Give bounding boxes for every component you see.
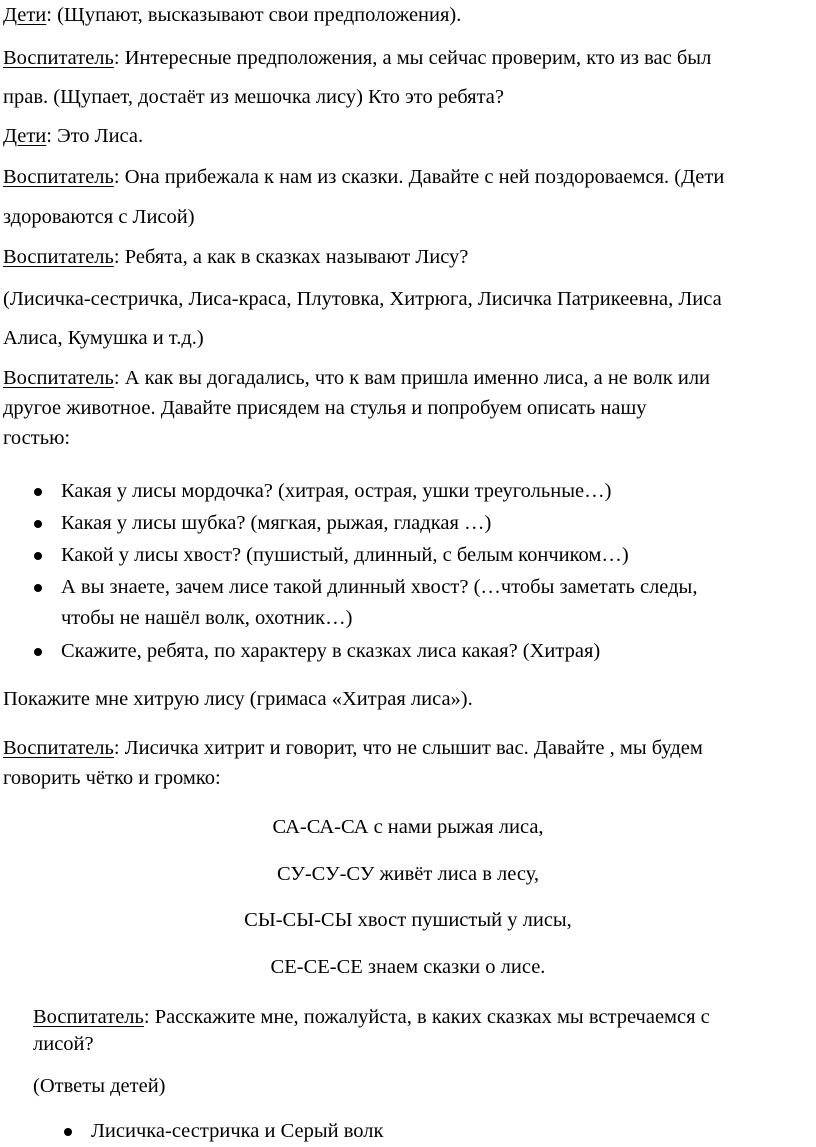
list-item: Какая у лисы мордочка? (хитрая, острая, ушки треугольные…) <box>61 480 612 502</box>
dialogue-line <box>33 1005 710 1029</box>
dialogue-line <box>3 46 711 70</box>
line-text: : Это Лиса. <box>46 125 144 147</box>
line-text: : Расскажите мне, пожалуйста, в каких сказках мы встречаемся с <box>143 1006 710 1028</box>
line-text: : А как вы догадались, что к вам пришла именно лиса, а не волк или <box>113 367 711 389</box>
dialogue-line <box>3 366 710 390</box>
list-item: Какая у лисы шубка? (мягкая, рыжая, гладкая …) <box>61 512 492 534</box>
text-line: (Лисичка-сестричка, Лиса-краса, Плутовка, Хитрюга, Лисичка Патрикеевна, Лиса <box>3 288 722 310</box>
speaker-label: Воспитатель <box>33 1006 144 1028</box>
chant-line: СУ-СУ-СУ живёт лиса в лесу, <box>276 863 540 885</box>
list-item: Скажите, ребята, по характеру в сказках лиса какая? (Хитрая) <box>61 640 601 662</box>
list-item: Какой у лисы хвост? (пушистый, длинный, с белым кончиком…) <box>61 544 629 566</box>
list-item-continuation: чтобы не нашёл волк, охотник…) <box>61 607 353 629</box>
dialogue-line <box>3 124 143 148</box>
speaker-label: Дети <box>3 4 47 26</box>
speaker-label: Дети <box>3 125 47 147</box>
bullet-icon <box>34 488 42 496</box>
text-line: Покажите мне хитрую лису (гримаса «Хитрая лиса»). <box>3 688 473 710</box>
speaker-label: Воспитатель <box>3 737 114 759</box>
bullet-icon <box>34 584 42 592</box>
dialogue-line <box>3 165 724 189</box>
line-text: : Лисичка хитрит и говорит, что не слышит вас. Давайте , мы будем <box>113 737 703 759</box>
text-line: здороваются с Лисой) <box>3 206 195 228</box>
text-line: гостью: <box>3 427 71 449</box>
speaker-label: Воспитатель <box>3 246 114 268</box>
text-line: другое животное. Давайте присядем на стулья и попробуем описать нашу <box>3 397 647 419</box>
dialogue-line <box>3 3 461 27</box>
line-text: : (Щупают, высказывают свои предположения). <box>46 4 462 26</box>
chant-line: СЕ-СЕ-СЕ знаем сказки о лисе. <box>270 956 546 978</box>
text-line: говорить чётко и громко: <box>3 767 221 789</box>
bullet-icon <box>34 520 42 528</box>
bullet-icon <box>34 552 42 560</box>
dialogue-line <box>3 736 703 760</box>
line-text: : Ребята, а как в сказках называют Лису? <box>113 246 469 268</box>
list-item: Лисичка-сестричка и Серый волк <box>91 1120 384 1142</box>
speaker-label: Воспитатель <box>3 166 114 188</box>
dialogue-line <box>3 245 468 269</box>
bullet-icon <box>64 1128 72 1136</box>
chant-line: СА-СА-СА с нами рыжая лиса, <box>272 816 544 838</box>
speaker-label: Воспитатель <box>3 367 114 389</box>
line-text: : Она прибежала к нам из сказки. Давайте с ней поздороваемся. (Дети <box>113 166 725 188</box>
bullet-icon <box>34 648 42 656</box>
list-item: А вы знаете, зачем лисе такой длинный хвост? (…чтобы заметать следы, <box>61 576 698 598</box>
text-line: (Ответы детей) <box>33 1075 166 1097</box>
text-line: Алиса, Кумушка и т.д.) <box>3 327 204 349</box>
speaker-label: Воспитатель <box>3 47 114 69</box>
line-text: : Интересные предположения, а мы сейчас проверим, кто из вас был <box>113 47 712 69</box>
text-line: прав. (Щупает, достаёт из мешочка лису) Кто это ребята? <box>3 86 504 108</box>
chant-line: СЫ-СЫ-СЫ хвост пушистый у лисы, <box>244 909 572 931</box>
text-line: лисой? <box>33 1033 94 1055</box>
